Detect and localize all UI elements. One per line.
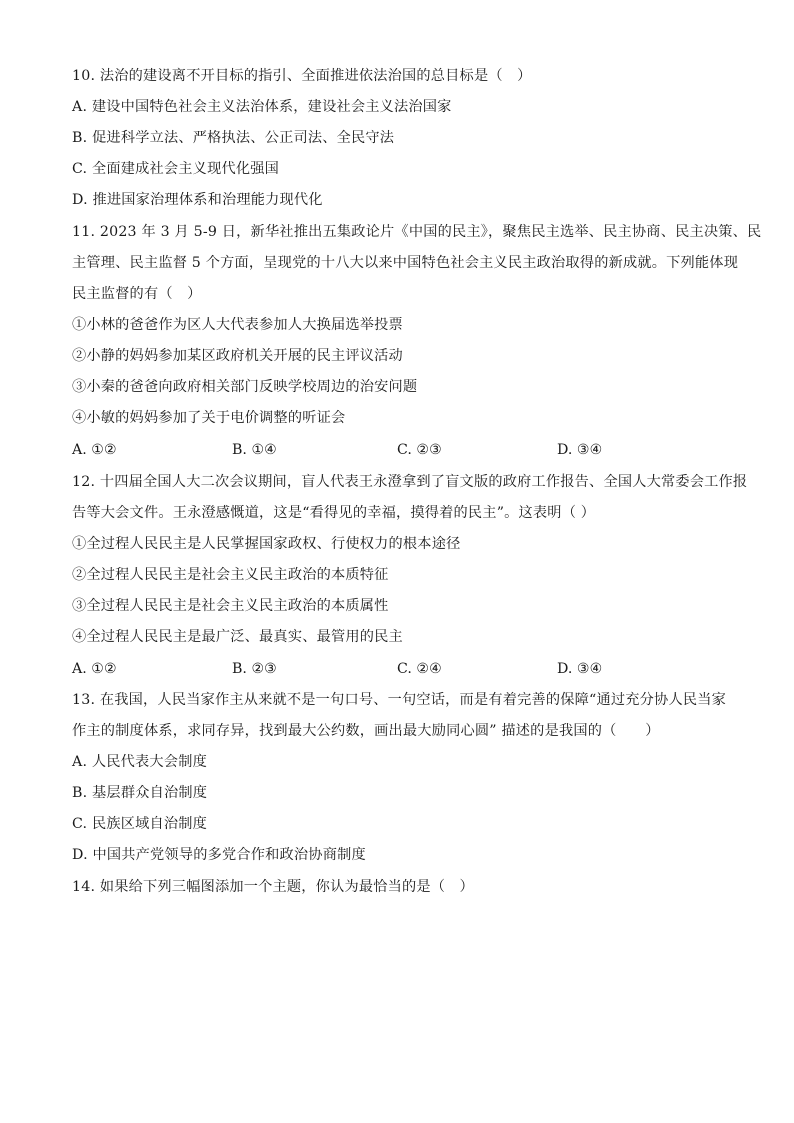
q13-option-a: A. 人民代表大会制度 (72, 754, 207, 770)
q12-stem-line-2: 告等大会文件。王永澄感慨道，这是“看得见的幸福，摸得着的民主”。这表明（ ） (72, 505, 596, 521)
q13-option-d: D. 中国共产党领导的多党合作和政治协商制度 (72, 847, 366, 863)
q12-statement-1: ①全过程人民民主是人民掌握国家政权、行使权力的根本途径 (72, 536, 461, 552)
q11-stem-line-2: 主管理、民主监督 5 个方面，呈现党的十八大以来中国特色社会主义民主政治取得的新成就。下列能体现 (72, 255, 739, 271)
q13-stem-line-1: 13. 在我国，人民当家作主从来就不是一句口号、一句空话，而是有着完善的保障“通过充分协人民当家 (72, 692, 726, 708)
q10-option-a: A. 建设中国特色社会主义法治体系，建设社会主义法治国家 (72, 99, 452, 115)
q11-choices (72, 440, 732, 460)
q10-option-d: D. 推进国家治理体系和治理能力现代化 (72, 192, 323, 208)
q11-choice-a: A. ①② (72, 442, 117, 458)
q11-choice-d: D. ③④ (557, 442, 603, 458)
q13-stem-line-2: 作主的制度体系，求同存异，找到最大公约数，画出最大励同心圆” 描述的是我国的（ ） (72, 723, 660, 739)
q12-statement-2: ②全过程人民民主是社会主义民主政治的本质特征 (72, 567, 389, 583)
q12-choice-b: B. ②③ (232, 661, 277, 677)
q11-statement-4: ④小敏的妈妈参加了关于电价调整的听证会 (72, 410, 346, 426)
q11-statement-3: ③小秦的爸爸向政府相关部门反映学校周边的治安问题 (72, 379, 418, 395)
q12-choices (72, 659, 732, 679)
q11-statement-2: ②小静的妈妈参加某区政府机关开展的民主评议活动 (72, 348, 403, 364)
q14-stem: 14. 如果给下列三幅图添加一个主题，你认为最恰当的是（ ） (72, 879, 474, 895)
q13-option-b: B. 基层群众自治制度 (72, 785, 208, 801)
q12-choice-c: C. ②④ (397, 661, 442, 677)
q10-option-b: B. 促进科学立法、严格执法、公正司法、全民守法 (72, 130, 395, 146)
q12-stem-line-1: 12. 十四届全国人大二次会议期间，盲人代表王永澄拿到了盲文版的政府工作报告、全国人大常委会工作报 (72, 474, 748, 490)
q11-choice-c: C. ②③ (397, 442, 442, 458)
q11-statement-1: ①小林的爸爸作为区人大代表参加人大换届选举投票 (72, 317, 403, 333)
q10-option-c: C. 全面建成社会主义现代化强国 (72, 161, 280, 177)
q12-statement-4: ④全过程人民民主是最广泛、最真实、最管用的民主 (72, 629, 403, 645)
q12-choice-a: A. ①② (72, 661, 117, 677)
q12-choice-d: D. ③④ (557, 661, 603, 677)
q10-stem: 10. 法治的建设离不开目标的指引、全面推进依法治国的总目标是（ ） (72, 68, 532, 84)
q11-choice-b: B. ①④ (232, 442, 277, 458)
q12-statement-3: ③全过程人民民主是社会主义民主政治的本质属性 (72, 598, 389, 614)
q11-stem-line-3: 民主监督的有（ ） (72, 286, 202, 302)
q11-stem-line-1: 11. 2023 年 3 月 5-9 日，新华社推出五集政论片《中国的民主》，聚焦民主选举、民主协商、民主决策、民 (72, 224, 762, 240)
q13-option-c: C. 民族区域自治制度 (72, 816, 208, 832)
